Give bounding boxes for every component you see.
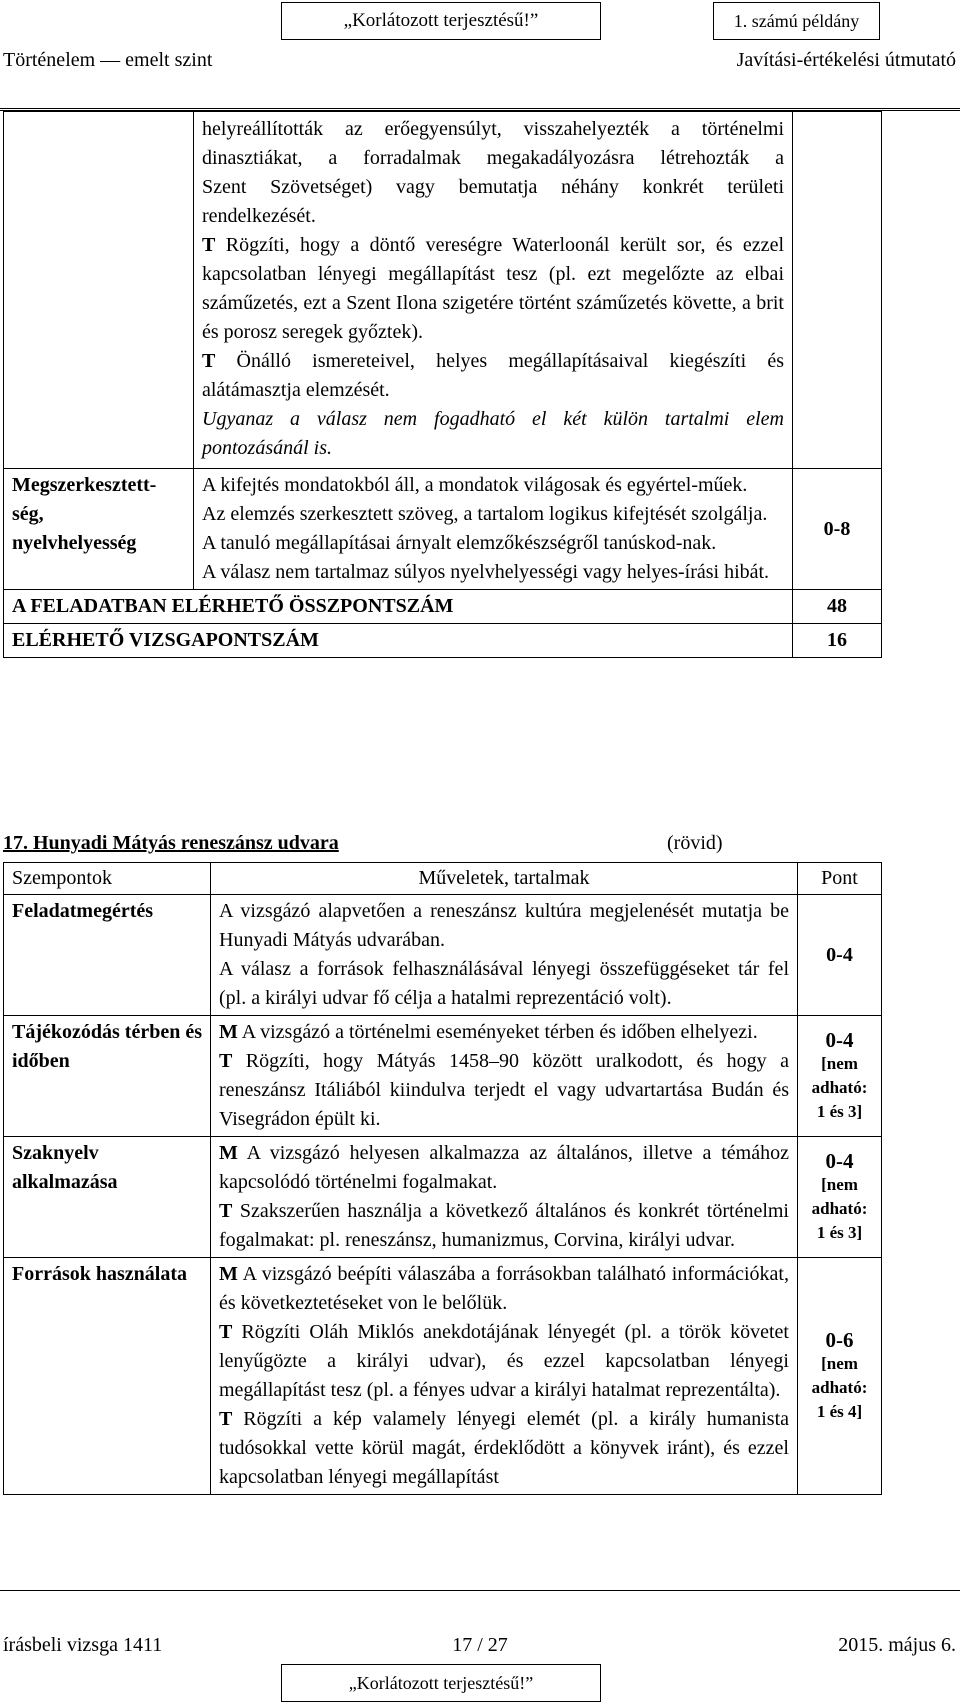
content-item: A kifejtés mondatokból áll, a mondatok világosak és egyértel-műek. — [202, 474, 748, 496]
exam-code: írásbeli vizsga 1411 — [3, 1634, 163, 1656]
restricted-label-box — [281, 2, 601, 40]
criterion-cell: Források használata — [4, 1258, 211, 1495]
rubric-table — [3, 862, 882, 1495]
t2-text: Önálló ismereteivel, helyes megállapításaival kiegészíti és alátámasztja elemzését. — [202, 350, 784, 401]
criterion-cell: Szaknyelv alkalmazása — [4, 1137, 211, 1258]
table-row — [4, 1016, 882, 1137]
points-value: 0-4 — [825, 1149, 854, 1173]
content-item: A tanuló megállapításai árnyalt elemzőkészségről tanúskod-nak. — [202, 532, 717, 554]
content-line: Szent Szövetséget) vagy bemutatja néhány konkrét területi — [202, 176, 784, 198]
criterion-cell — [4, 469, 194, 590]
content-cell — [194, 112, 793, 469]
header-row — [4, 863, 882, 895]
content-cell — [211, 1016, 798, 1137]
t-marker: T — [219, 1321, 233, 1343]
content-item: Rögzíti a kép valamely lényegi elemét (pl. a király humanista tudósokkal vette körül magát, érdeklődött a könyvek iránt), és ezzel kapcsolatban lényegi megállapítást — [219, 1408, 789, 1488]
exam-date: 2015. május 6. — [838, 1634, 956, 1656]
rubric-table-continued — [3, 111, 882, 658]
t-marker: T — [202, 234, 216, 256]
criterion-cell: Feladatmegértés — [4, 895, 211, 1016]
italic-note: Ugyanaz a válasz nem fogadható el két külön tartalmi elem pontozásánál is. — [202, 408, 784, 459]
restricted-label: „Korlátozott terjesztésű!” — [343, 10, 539, 31]
content-line: dinasztiákat, a forradalmak megakadályozásra létrehozták a — [202, 147, 784, 169]
content-item: A vizsgázó beépíti válaszába a forrásokban található információkat, és következtetéseket von le belőlük. — [219, 1263, 789, 1314]
content-item: Szakszerűen használja a következő általános és konkrét történelmi fogalmakat: pl. reneszánsz, humanizmus, Corvina, királyi udvar. — [219, 1200, 789, 1251]
t-marker: T — [219, 1200, 233, 1222]
content-line: helyreállították az erőegyensúlyt, visszahelyezték a történelmi — [202, 118, 784, 140]
task-title — [3, 832, 339, 855]
table-row — [4, 895, 882, 1016]
criterion-cell-empty — [4, 112, 194, 469]
content-item: Rögzíti Oláh Miklós anekdotájának lényegét (pl. a török követet lenyűgözte a királyi udvar), és ezzel kapcsolatban lényegi megállapítást tesz (pl. a fényes udvar a királyi hatalmat reprezentálta). — [219, 1321, 789, 1401]
content-cell — [211, 1137, 798, 1258]
content-item: Az elemzés szerkesztett szöveg, a tartalom logikus kifejtését szolgálja. — [202, 503, 768, 525]
total-row — [4, 624, 882, 658]
footer-rule — [0, 1590, 960, 1591]
points-cell — [793, 469, 882, 590]
t-marker: T — [219, 1408, 233, 1430]
footer-restricted-box — [281, 1664, 601, 1702]
points-note: [nem adható: 1 és 3] — [811, 1175, 868, 1242]
points-value: 0-4 — [826, 944, 853, 966]
col-header-content: Műveletek, tartalmak — [211, 863, 798, 895]
t-marker: T — [202, 350, 216, 372]
content-item: A vizsgázó a történelmi eseményeket térben és időben elhelyezi. — [237, 1021, 758, 1043]
content-cell — [211, 895, 798, 1016]
total-row — [4, 590, 882, 624]
content-item: Rögzíti, hogy Mátyás 1458–90 között uralkodott, és hogy a reneszánsz Itáliából kiindulva terjedt el vagy udvartartása Budán és Visegrádon épült ki. — [219, 1050, 789, 1130]
footer-restricted-label: „Korlátozott terjesztésű!” — [348, 1672, 534, 1693]
task-kind: (rövid) — [667, 832, 723, 854]
task-title-text: 17. Hunyadi Mátyás reneszánsz udvara — [3, 832, 339, 854]
table-row — [4, 469, 882, 590]
content-item: A vizsgázó alapvetően a reneszánsz kultúra megjelenését mutatja be Hunyadi Mátyás udvarában. — [219, 900, 789, 951]
t1-text: Rögzíti, hogy a döntő vereségre Waterloonál került sor, és ezzel kapcsolatban lényegi megállapítást tesz (pl. ezt megelőzte az elbai száműzetés, ezt a Szent Ilona szigetére történt száműzetés követte, a brit és porosz seregek győztek). — [202, 234, 784, 343]
content-item: A válasz nem tartalmaz súlyos nyelvhelyességi vagy helyes-írási hibát. — [202, 561, 770, 583]
points-value: 0-6 — [825, 1328, 854, 1352]
points-value: 0-8 — [823, 518, 851, 540]
total-label: A FELADATBAN ELÉRHETŐ ÖSSZPONTSZÁM — [4, 590, 793, 624]
points-cell — [798, 1137, 882, 1258]
criterion-cell: Tájékozódás térben és időben — [4, 1016, 211, 1137]
col-header-points: Pont — [798, 863, 882, 895]
criterion-line: ség, — [12, 503, 44, 525]
points-note: [nem adható: 1 és 3] — [811, 1054, 868, 1121]
table-row — [4, 112, 882, 469]
content-item: A vizsgázó helyesen alkalmazza az általános, illetve a témához kapcsolódó történelmi fogalmakat. — [219, 1142, 789, 1193]
content-cell — [211, 1258, 798, 1495]
content-line: rendelkezését. — [202, 205, 316, 227]
content-item: A válasz a források felhasználásával lényegi összefüggéseket tár fel (pl. a királyi udvar fő célja a hatalmi reprezentáció volt). — [219, 958, 789, 1009]
m-marker: M — [219, 1263, 238, 1285]
m-marker: M — [219, 1142, 238, 1164]
table-row — [4, 1258, 882, 1495]
points-value: 0-4 — [825, 1028, 854, 1052]
total-label: ELÉRHETŐ VIZSGAPONTSZÁM — [4, 624, 793, 658]
guide-title: Javítási-értékelési útmutató — [736, 49, 956, 71]
copy-number-box — [713, 2, 880, 40]
points-note: [nem adható: 1 és 4] — [811, 1354, 868, 1421]
total-value: 48 — [793, 590, 882, 624]
points-cell — [798, 1258, 882, 1495]
copy-number: 1. számú példány — [733, 10, 860, 31]
criterion-line: nyelvhelyesség — [12, 532, 137, 554]
page-number: 17 / 27 — [452, 1634, 508, 1656]
t-marker: T — [219, 1050, 233, 1072]
points-cell — [798, 895, 882, 1016]
col-header-criteria: Szempontok — [4, 863, 211, 895]
m-marker: M — [219, 1021, 238, 1043]
criterion-line: Megszerkesztett- — [12, 474, 157, 496]
total-value: 16 — [793, 624, 882, 658]
subject-title: Történelem — emelt szint — [3, 49, 213, 71]
points-cell — [798, 1016, 882, 1137]
points-cell-empty — [793, 112, 882, 469]
content-cell — [194, 469, 793, 590]
table-row — [4, 1137, 882, 1258]
